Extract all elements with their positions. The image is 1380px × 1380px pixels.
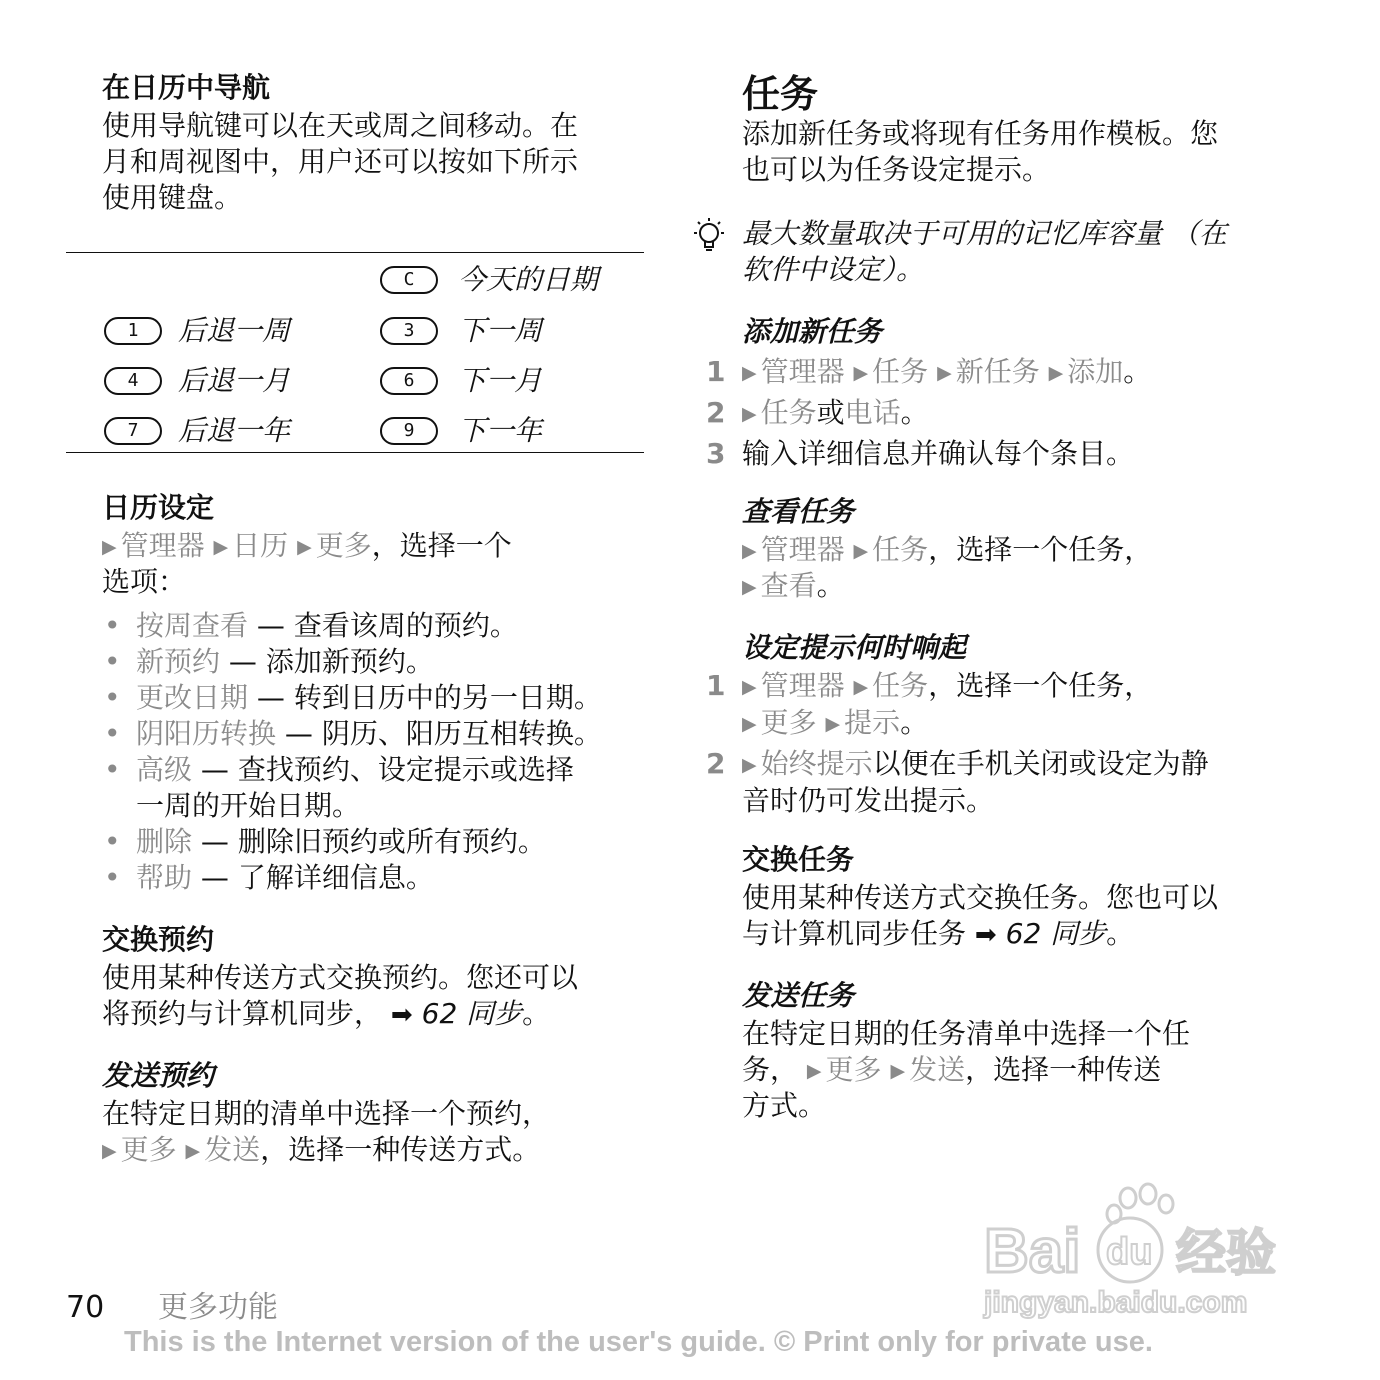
exchange-task-text (742, 916, 1134, 953)
intro-text: 添加新任务或将现有任务用作模板。您 (742, 117, 1219, 150)
option-desc: — 阴历、阳历互相转换。 (284, 717, 602, 750)
exchange-text: 使用某种传送方式交换预约。您还可以 (102, 961, 579, 994)
send-task-text: 在特定日期的任务清单中选择一个任 (742, 1017, 1191, 1050)
menu-item[interactable]: 发送 (204, 1133, 261, 1166)
menu-item[interactable]: 提示 (844, 706, 901, 739)
section-title: 任务 (742, 72, 819, 116)
exchange-task-text: 使用某种传送方式交换任务。您也可以 (742, 881, 1219, 914)
step-row (706, 434, 1302, 474)
remind-steps (706, 668, 1302, 819)
table-top-rule (66, 252, 644, 253)
menu-item[interactable]: 始终提示 (760, 747, 873, 780)
menu-item[interactable]: 更多 (120, 1133, 177, 1166)
list-item (102, 680, 662, 716)
option-desc: — 删除旧预约或所有预约。 (200, 825, 546, 858)
send-path (102, 1132, 540, 1169)
send-task-text-2: 务， (742, 1053, 799, 1086)
period: 。 (1123, 355, 1152, 388)
list-item (102, 716, 662, 752)
bullet-icon: • (104, 609, 121, 642)
triangle-icon: ▶ (102, 1140, 117, 1162)
menu-item[interactable]: 日历 (232, 529, 289, 562)
key-label: 下一周 (458, 314, 543, 347)
menu-item[interactable]: 添加 (1067, 355, 1124, 388)
triangle-icon: ▶ (742, 403, 757, 425)
triangle-icon: ▶ (185, 1140, 201, 1162)
settings-path (102, 528, 512, 565)
step-number: 2 (706, 396, 726, 429)
option-desc: — 查找预约、设定提示或选择 (200, 753, 574, 786)
view-path (742, 532, 1152, 569)
period: 。 (816, 569, 845, 602)
nav-text-line: 使用键盘。 (102, 181, 243, 214)
triangle-icon: ▶ (213, 536, 229, 558)
send-task-tail: ，选择一种传送 (965, 1053, 1162, 1086)
remind-title: 设定提示何时响起 (742, 631, 967, 664)
list-item (102, 608, 662, 644)
page-ref-link[interactable]: 62 同步 (1005, 917, 1107, 950)
triangle-icon: ▶ (853, 676, 869, 698)
triangle-icon: ▶ (102, 536, 117, 558)
triangle-icon: ▶ (890, 1060, 906, 1082)
exchange-text (102, 996, 550, 1033)
option-desc: — 了解详细信息。 (200, 861, 434, 894)
bullet-icon: • (104, 645, 121, 678)
nav-text-line: 月和周视图中，用户还可以按如下所示 (102, 145, 579, 178)
key-label: 后退一月 (178, 364, 291, 397)
settings-tail: ，选择一个 (371, 529, 512, 562)
bullet-icon: • (104, 681, 121, 714)
footer-note: This is the Internet version of the user's guide. © Print only for private use. (124, 1326, 1153, 1358)
tip-text: 软件中设定）。 (742, 253, 925, 286)
triangle-icon: ▶ (853, 362, 869, 384)
intro-text: 也可以为任务设定提示。 (742, 153, 1051, 186)
page-ref-link[interactable]: 62 同步 (421, 997, 523, 1030)
triangle-icon: ▶ (853, 540, 869, 562)
add-task-steps (706, 352, 1302, 474)
menu-item[interactable]: 任务 (760, 396, 817, 429)
baidu-watermark-logo (980, 1180, 1300, 1320)
send-task-path (742, 1052, 1161, 1089)
menu-item[interactable]: 管理器 (760, 533, 845, 566)
option-name[interactable]: 阴阳历转换 (136, 717, 277, 750)
step-number: 2 (706, 747, 726, 780)
step-row (706, 746, 1302, 819)
menu-item[interactable]: 任务 (872, 669, 929, 702)
menu-item[interactable]: 更多 (760, 706, 817, 739)
key-label: 下一月 (458, 364, 543, 397)
triangle-icon: ▶ (742, 576, 757, 598)
exchange-task-title: 交换任务 (742, 843, 855, 876)
bullet-icon: • (104, 753, 121, 786)
step-number: 1 (706, 669, 726, 702)
bullet-icon: • (104, 861, 121, 894)
page-number: 70 (66, 1290, 105, 1325)
key-9-icon: 9 (380, 417, 438, 445)
step-row (706, 668, 1302, 705)
triangle-icon: ▶ (825, 713, 841, 735)
list-item (102, 752, 662, 824)
arrow-right-icon: ➡ (974, 920, 997, 950)
key-6-icon: 6 (380, 367, 438, 395)
menu-item[interactable]: 发送 (909, 1053, 966, 1086)
option-desc: — 添加新预约。 (228, 645, 434, 678)
menu-item[interactable]: 管理器 (760, 355, 845, 388)
key-1-icon: 1 (104, 317, 162, 345)
view-path-2 (742, 568, 845, 605)
triangle-icon: ▶ (1048, 362, 1064, 384)
period: 。 (522, 997, 551, 1030)
view-task-title: 查看任务 (742, 495, 855, 528)
triangle-icon: ▶ (742, 713, 757, 735)
table-bottom-rule (66, 452, 644, 453)
option-desc: 一周的开始日期。 (136, 789, 361, 822)
menu-item[interactable]: 电话 (844, 396, 901, 429)
send-text: 在特定日期的清单中选择一个预约， (102, 1097, 551, 1130)
key-7-icon: 7 (104, 417, 162, 445)
option-name[interactable]: 删除 (136, 825, 193, 858)
step-text: 以便在手机关闭或设定为静 (872, 747, 1209, 780)
option-desc: — 转到日历中的另一日期。 (256, 681, 602, 714)
period: 。 (1106, 917, 1135, 950)
step-text: 音时仍可发出提示。 (742, 784, 995, 817)
nav-text-line: 使用导航键可以在天或周之间移动。在 (102, 109, 579, 142)
period: 。 (900, 706, 929, 739)
period: 。 (900, 396, 929, 429)
step-row (706, 393, 1302, 434)
menu-item[interactable]: 查看 (760, 569, 817, 602)
key-c-icon: C (380, 266, 438, 294)
exchange-text-2: 将预约与计算机同步， (102, 997, 383, 1030)
add-task-title: 添加新任务 (742, 315, 883, 348)
triangle-icon: ▶ (742, 362, 757, 384)
menu-item[interactable]: 任务 (872, 533, 929, 566)
tip-text: 最大数量取决于可用的记忆库容量 （在 (742, 217, 1227, 250)
exchange-title: 交换预约 (102, 923, 215, 956)
triangle-icon: ▶ (297, 536, 312, 558)
triangle-icon: ▶ (742, 754, 757, 776)
send-title: 发送预约 (102, 1059, 215, 1092)
menu-item[interactable]: 更多 (315, 529, 372, 562)
step-number: 1 (706, 355, 726, 388)
lightbulb-icon (688, 216, 730, 258)
list-item (102, 860, 662, 896)
svg-text:Bai: Bai (984, 1217, 1081, 1286)
triangle-icon: ▶ (742, 540, 757, 562)
svg-text:du: du (1106, 1231, 1153, 1273)
or-text: 或 (816, 396, 845, 429)
send-tail: ，选择一种传送方式。 (260, 1133, 541, 1166)
send-task-title: 发送任务 (742, 979, 855, 1012)
remind-tail: ，选择一个任务， (928, 669, 1153, 702)
key-3-icon: 3 (380, 317, 438, 345)
menu-item[interactable]: 任务 (872, 355, 929, 388)
key-label: 后退一周 (178, 314, 291, 347)
key-label: 下一年 (458, 414, 543, 447)
send-task-text: 方式。 (742, 1089, 827, 1122)
list-item (102, 824, 662, 860)
option-name[interactable]: 新预约 (136, 645, 221, 678)
option-name[interactable]: 高级 (136, 753, 193, 786)
settings-tail2: 选项： (102, 565, 187, 598)
settings-title: 日历设定 (102, 491, 215, 524)
menu-item[interactable]: 更多 (825, 1053, 882, 1086)
arrow-right-icon: ➡ (390, 1000, 413, 1030)
svg-text:jingyan.baidu.com: jingyan.baidu.com (984, 1286, 1248, 1319)
bullet-icon: • (104, 825, 121, 858)
options-list (102, 608, 662, 896)
nav-title: 在日历中导航 (102, 71, 271, 104)
view-tail: ，选择一个任务， (928, 533, 1153, 566)
option-name[interactable]: 更改日期 (136, 681, 249, 714)
menu-item[interactable]: 管理器 (760, 669, 845, 702)
triangle-icon: ▶ (937, 362, 952, 384)
menu-item[interactable]: 管理器 (120, 529, 205, 562)
step-row-continued (742, 705, 1302, 742)
step-number: 3 (706, 437, 726, 470)
svg-text:经验: 经验 (1176, 1224, 1276, 1282)
option-name[interactable]: 按周查看 (136, 609, 249, 642)
key-label: 今天的日期 (458, 263, 599, 296)
step-row (706, 352, 1302, 393)
triangle-icon: ▶ (806, 1060, 822, 1082)
bullet-icon: • (104, 717, 121, 750)
option-name[interactable]: 帮助 (136, 861, 193, 894)
key-label: 后退一年 (178, 414, 291, 447)
option-desc: — 查看该周的预约。 (256, 609, 518, 642)
list-item (102, 644, 662, 680)
step-text: 输入详细信息并确认每个条目。 (742, 437, 1135, 470)
exchange-task-text-2: 与计算机同步任务 (742, 917, 967, 950)
menu-item[interactable]: 新任务 (955, 355, 1040, 388)
key-4-icon: 4 (104, 367, 162, 395)
section-name: 更多功能 (158, 1290, 278, 1325)
triangle-icon: ▶ (742, 676, 757, 698)
